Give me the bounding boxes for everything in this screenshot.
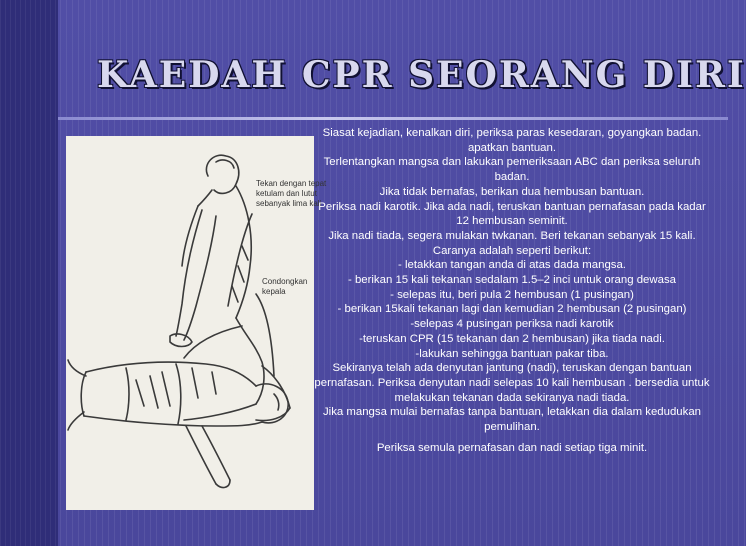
substep-line-4: - berikan 15kali tekanan lagi dan kemudian 2 hembusan (2 pusingan) bbox=[337, 303, 687, 316]
cpr-drawing bbox=[66, 136, 327, 510]
figure-label-1: Tekan dengan tepat ketulam dan lutut sebanyak lima kali bbox=[256, 179, 327, 208]
step-line-6: Sekiranya telah ada denyutan jantung (nadi), teruskan dengan bantuan pernafasan. Periksa denyutan nadi selepas 10 kali hembusan . bersedia untuk melakukan tekanan dada sekiranya nadi tiada. bbox=[314, 362, 710, 404]
substep-line-3: - selepas itu, beri pula 2 hembusan (1 pusingan) bbox=[390, 288, 634, 301]
step-line-7: Jika mangsa mulai bernafas tanpa bantuan, letakkan dia dalam kedudukan pemulihan. bbox=[322, 406, 702, 434]
cpr-illustration bbox=[66, 136, 327, 510]
slide-title: KAEDAH CPR SEORANG DIRI bbox=[97, 54, 746, 96]
substep-line-7: -lakukan sehingga bantuan pakar tiba. bbox=[415, 347, 609, 360]
substep-line-6: -teruskan CPR (15 tekanan dan 2 hembusan) jika tiada nadi. bbox=[359, 332, 665, 345]
step-line-8: Periksa semula pernafasan dan nadi setiap tiga minit. bbox=[376, 441, 648, 454]
substep-line-2: - berikan 15 kali tekanan sedalam 1.5–2 inci untuk orang dewasa bbox=[347, 274, 676, 287]
substep-line-1: - letakkan tangan anda di atas dada mangsa. bbox=[398, 259, 626, 272]
cpr-steps-text bbox=[312, 126, 712, 455]
substep-line-5: -selepas 4 pusingan periksa nadi karotik bbox=[410, 318, 614, 331]
step-line-2: Terlentangkan mangsa dan lakukan pemeriksaan ABC dan periksa seluruh badan. bbox=[323, 156, 701, 184]
title-divider bbox=[58, 117, 728, 120]
figure-label-2: Condongkan kepala bbox=[262, 277, 308, 296]
left-decor-stripe bbox=[0, 0, 58, 546]
step-line-1: Siasat kejadian, kenalkan diri, periksa paras kesedaran, goyangkan badan. apatkan bantuan. bbox=[322, 127, 702, 154]
step-line-5: Jika nadi tiada, segera mulakan twkanan. Beri tekanan sebanyak 15 kali. Caranya adalah seperti berikut: bbox=[328, 229, 696, 257]
step-line-4: Periksa nadi karotik. Jika ada nadi, teruskan bantuan pernafasan pada kadar 12 hembusan seminit. bbox=[318, 200, 706, 228]
step-line-3: Jika tidak bernafas, berikan dua hembusan bantuan. bbox=[379, 185, 645, 198]
